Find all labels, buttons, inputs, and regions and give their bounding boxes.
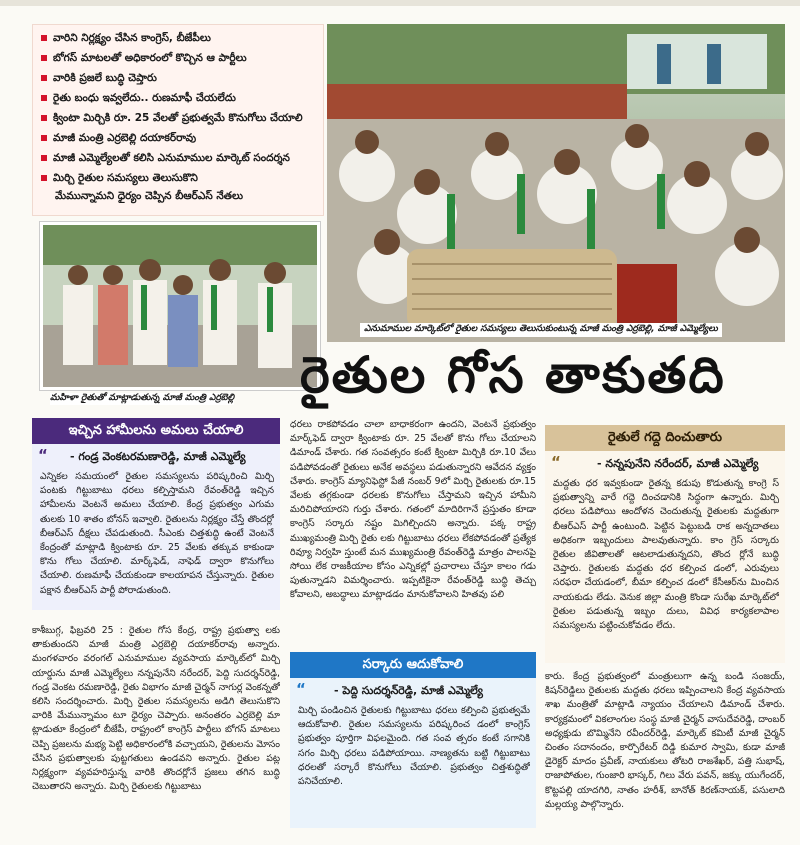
- highlights-box: [32, 24, 324, 216]
- quote-icon: “: [38, 446, 48, 464]
- market-crowd-image: [327, 24, 785, 342]
- bullet-icon: [41, 175, 47, 181]
- main-photo: [327, 24, 785, 342]
- box2-body: మిర్చి పండించిన రైతులకు గిట్టుబాటు ధరలు కల్పించి ప్రభుత్వమే ఆదుకోవాలి. రైతుల సమస్యలను పరిష్కరించ డంలో కాంగ్రెస్ ప్రభుత్వం పూర్తిగా విఫలమైంది. గత సంవ త్సరం కంటే సగానికి సగం మిర్చి ధరలు పడిపోయాయి. నాణ్యతను బట్టి గిట్టుబాటు ధరలతో సర్కారే కొనుగోలు చేయాలి. ప్రభుత్వం చిత్తశుద్ధితో పనిచేయాలి.: [298, 705, 530, 788]
- story-column-2: ధరలు రాకపోవడం చాలా బాధాకరంగా ఉందని, వెంటనే ప్రభుత్వం మార్క్‌ఫెడ్ ద్వారా క్వింటాకు రూ. 25 వేలతో కొను గోలు చేయాలని డిమాండ్ చేశారు. గత సంవత్సరం కంటే క్వింటా మిర్చికి రూ.10 వేలు పడిపోవడంతో రైతులు అనేక అవస్థలు పడుతున్నారని ఆవేదన వ్యక్తం చేశారు. కాంగ్రెస్ మ్యానిఫెస్టో పేజీ నంబర్ 9లో మిర్చి రైతులకు రూ.15 వేలకు తగ్గకుండా ధరలకు కొనుగోలు చేస్తామని ఇచ్చిన హామీని మరిచిపోయారని గుర్తు చేశారు. గతంలో మాదిరిగానే ప్రస్తుతం కూడా కాంగ్రెస్ సర్కారు నష్టం మిగిల్చిందని అన్నారు. పక్క రాష్ట్ర ముఖ్యమంత్రి మిర్చి రైతు లకు గిట్టుబాటు ధరలు లేకపోవడంతో ప్రత్యేక రివ్యూ నిర్వహి స్తుంటే మన ముఖ్యమంత్రి రేవంత్‌రెడ్డి మాత్రం పాలనపై సోయి లేక రాజకీయాల కోసం ఎన్నికల్లో ప్రచారాలు చేస్తూ కాలం గడు పుతున్నాడని విమర్శించారు. ఇప్పటికైనా రేవంత్‌రెడ్డి బుద్ధి తెచ్చు కోవాలని, అబద్ధాలు మాట్లాడడం మానుకోవాలని హితవు పలి: [290, 419, 536, 601]
- box1-panel: [32, 444, 280, 610]
- highlight-item: వారికి ప్రజలే బుద్ధి చెప్తారు: [41, 71, 157, 86]
- highlight-item: మాజీ ఎమ్మెల్యేలతో కలిసి ఎనుమాముల మార్కెట్ సందర్శన: [41, 151, 290, 166]
- box1-title: ఇచ్చిన హామీలను అమలు చేయాలి: [32, 418, 280, 444]
- woman-farmer-image: [43, 225, 317, 387]
- box2-byline: - పెద్ది సుదర్శన్‌రెడ్డి, మాజీ ఎమ్మెల్యే: [334, 684, 483, 697]
- box3-title: రైతులే గద్దె దించుతారు: [545, 425, 785, 451]
- main-photo-caption: ఎనుమాముల మార్కెట్‌లో రైతుల సమస్యలు తెలుసుకుంటున్న మాజీ మంత్రి ఎర్రబెల్లి, మాజీ ఎమ్మెల్యేలు: [360, 323, 722, 337]
- quote-icon: “: [296, 680, 306, 698]
- bullet-icon: [41, 55, 47, 61]
- bullet-icon: [41, 95, 47, 101]
- story-column-3: కారు. కేంద్ర ప్రభుత్వంలో మంత్రులుగా ఉన్న బండి సంజయ్, కిషన్‌రెడ్డిలు రైతులకు మద్దతు ధరలు ఇప్పించాలని కేంద్ర వ్యవసాయ శాఖ మంత్రితో మాట్లాడి న్యాయం చేయాలని డిమాండ్ చేశారు. కార్యక్రమంలో వికలాంగుల సంస్థ మాజీ చైర్మన్ వాసుదేవరెడ్డి, దాంబర్ అధ్యక్షుడు బొమ్మినేని రవీందర్‌రెడ్డి, మార్కెట్ కమిటీ మాజీ చైర్మన్ చింతం సదానందం, కార్పొరేటర్ దిడ్డి కుమార స్వామి, కుడా మాజీ డైరెక్టర్ మాదం ప్రవీణ్, నాయకులు తోటరి రాజశేఖర్, పత్తి సుభాష్, రాజాపోతుల, గుంజారి భాస్కర్, గిలు వేరు పవన్, జక్కు యుగేందర్, కొట్టపల్లి యాదగిరి, నాతం హరీశ్, బానోత్ కిరణ్‌నాయక్, పసులాది మల్లయ్య పాల్గొన్నారు.: [545, 671, 785, 810]
- top-border: [0, 0, 800, 6]
- box2-title: సర్కారు ఆదుకోవాలి: [290, 652, 536, 678]
- story-column-1: కాశీబుగ్గ, ఫిబ్రవరి 25 : రైతుల గోస కేంద్ర, రాష్ట్ర ప్రభుత్వా లకు తాకుతుందని మాజీ మంత్రి ఎర్రబెల్లి దయాకర్‌రావు అన్నారు. మంగళవారం వరంగల్ ఎనుమాముల వ్యవసాయ మార్కెట్‌లో మిర్చి యార్డును మాజీ ఎమ్మెల్యేలు నన్నపునేని నరేందర్, పెద్ది సుదర్శన్‌రెడ్డి, గండ్ర వెంకట రమణారెడ్డి, రైతు విభాగం మాజీ చైర్మన్ నాగుర్ల వెంకన్నతో కలిసి సందర్శించారు. మిర్చి రైతుల సమస్యలను అడిగి తెలుసుకొని వారికి మేమున్నామం టూ ధైర్యం చెప్పారు. అనంతరం ఎర్రబెల్లి మా ట్లాడుతూ కేంద్రంలో బీజేపీ, రాష్ట్రంలో కాంగ్రెస్ పార్టీలు బోగస్ మాటలు చెప్పి ప్రజలను మభ్య పెట్టి అధికారంలోకి వచ్చాయని, రైతులను మోసం చేసిన ప్రభుత్వాలకు పుట్టగతులు ఉండవని అన్నారు. రైతుల పట్ల నిర్లక్ష్యంగా వ్యవహరిస్తున్న వారికి తొందర్లోనే ప్రజలు తగిన బుద్ధి చెబుతారని అన్నారు. మిర్చి రైతులకు గిట్టుబాటు: [32, 625, 280, 793]
- bullet-icon: [41, 135, 47, 141]
- inset-photo-caption: మహిళా రైతుతో మాట్లాడుతున్న మాజీ మంత్రి ఎర్రబెల్లి: [50, 393, 235, 403]
- highlight-item: బోగస్ మాటలతో అధికారంలో కొచ్చిన ఆ పార్టీలు: [41, 51, 247, 66]
- highlight-item: వారిని నిర్లక్ష్యం చేసిన కాంగ్రెస్, బీజేపీలు: [41, 31, 211, 46]
- highlight-item: మిర్చి రైతుల సమస్యలు తెలుసుకొని: [41, 171, 198, 186]
- box1-body: ఎన్నికల సమయంలో రైతుల సమస్యలను పరిష్కరించి మిర్చి పంటకు గిట్టుబాటు ధరలు కల్పిస్తామని రేవంత్‌రెడ్డి ఇచ్చిన హామీలను వెంటనే అమలు చేయాలి. కేంద్ర ప్రభుత్వం ఎగుమ తులకు 10 శాతం బోనస్ ఇవ్వాలి. రైతులను నిర్లక్ష్యం చేస్తే తొందర్లో బీఆర్ఎస్ దీక్షలు చేపడుతుంది. సీఎంకు చిత్తశుద్ధి ఉంటే వెంటనే కేంద్రంతో మాట్లాడి క్వింటాకు రూ. 25 వేలకు తక్కువ కాకుండా కొను గోలు చేయాలి. మార్క్‌ఫెడ్, నాఫెడ్ ద్వారా కొనుగోలు చేయాలి. రుణమాఫీ చేయకుండా కాలయాపన చేస్తున్నారు. రైతుల పక్షాన బీఆర్ఎస్ పార్టీ పోరాడుతుంది.: [40, 471, 274, 596]
- bullet-icon: [41, 75, 47, 81]
- quote-icon: “: [551, 453, 561, 471]
- box2-panel: [290, 678, 536, 828]
- box1-byline: - గండ్ర వెంకటరమణారెడ్డి, మాజీ ఎమ్మెల్యే: [70, 450, 246, 463]
- bullet-icon: [41, 35, 47, 41]
- bullet-icon: [41, 155, 47, 161]
- box3-body: మద్దతు ధర ఇవ్వకుండా రైతన్న కడుపు కొడుతున్న కాంగ్రె స్ ప్రభుత్వాన్ని వారే గద్దె దించడానికి సిద్ధంగా ఉన్నారు. మిర్చి ధరలు పడిపోయి ఆందోళన చెందుతున్న రైతులకు మద్దతుగా బీఆర్ఎస్ పార్టీ ఉంటుంది. పెట్టిన పెట్టుబడి రాక అన్నదాతలు అధికంగా ఇబ్బందులు పాలవుతున్నారు. కాం గ్రెస్ సర్కారు రైతుల జీవితాలతో ఆటలాడుతున్నదని, తొంద ర్లోనే బుద్ధి చెప్తారు. రైతులకు మద్దతు ధర కల్పించ డంలో, ఎరువులు సరఫరా చేయడంలో, బీమా కల్పించ డంలో కేసీఆర్‌ను మించిన నాయకుడు లేడు. వెనుక జిల్లా మంత్రి కొండా సురేఖ మార్కెట్‌లో రైతుల పడుతున్న ఇబ్బం దులు, వివిధ కార్యకలాపాల సమస్యలను పట్టించుకోవడం లేదు.: [553, 478, 779, 632]
- highlight-item: క్వింటా మిర్చికి రూ. 25 వేలతో ప్రభుత్వమే కొనుగోలు చేయాలి: [41, 111, 303, 126]
- box3-byline: - నన్నపునేని నరేందర్, మాజీ ఎమ్మెల్యే: [597, 457, 759, 470]
- page-headline: రైతుల గోస తాకుతది: [300, 345, 726, 404]
- inset-photo: [40, 222, 320, 390]
- highlight-item-continued: మేమున్నామని ధైర్యం చెప్పిన బీఆర్ఎస్ నేతలు: [55, 190, 244, 202]
- box3-panel: [545, 451, 785, 663]
- bullet-icon: [41, 115, 47, 121]
- highlight-item: మాజీ మంత్రి ఎర్రబెల్లి దయాకర్‌రావు: [41, 131, 196, 146]
- highlight-item: రైతు బంధు ఇవ్వలేదు.. రుణమాఫీ చేయలేదు: [41, 91, 236, 106]
